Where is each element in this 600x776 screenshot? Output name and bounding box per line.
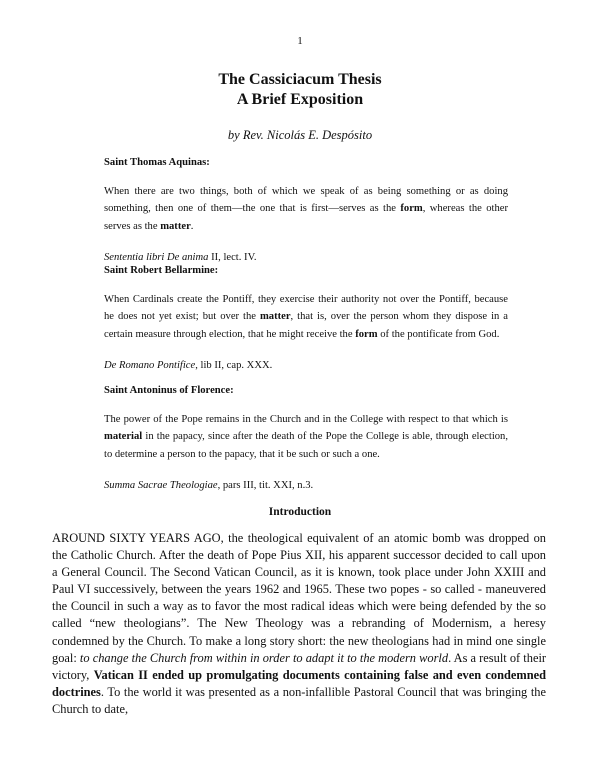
quote-reference: De Romano Pontifice, lib II, cap. XXX. — [104, 359, 273, 371]
quote-text: When Cardinals create the Pontiff, they exercise their authority not over the Pontiff, because he does not yet exist; but over the matter, that is, over the person whom they dispose in a certain measure through election, that he might receive the form of the pontificate from God. — [104, 294, 508, 340]
author-line: by Rev. Nicolás E. Despósito — [227, 128, 373, 142]
page-number: 1 — [297, 35, 303, 47]
quote-text: The power of the Pope remains in the Church and in the College with respect to that which is material in the papacy, since after the death of the Pope the College is able, through election, to determine a person to the papacy, that it be such or such a one. — [104, 414, 508, 460]
quote-heading: Saint Thomas Aquinas: — [104, 157, 210, 168]
section-heading-introduction: Introduction — [268, 506, 332, 518]
quote-heading: Saint Robert Bellarmine: — [104, 265, 219, 276]
quote-antoninus — [104, 382, 508, 494]
quote-text: When there are two things, both of which we speak of as being something or as doing something, then one of them—the one that is first—serves as the form, whereas the other serves as the matter. — [104, 186, 508, 232]
quote-bellarmine — [104, 262, 508, 374]
quote-reference: Sententia libri De anima II, lect. IV. — [104, 251, 257, 263]
document-subtitle: A Brief Exposition — [236, 91, 364, 108]
quote-reference: Summa Sacrae Theologiae, pars III, tit. XXI, n.3. — [104, 479, 314, 491]
intro-paragraph: AROUND SIXTY YEARS AGO, the theological equivalent of an atomic bomb was dropped on the Catholic Church. After the death of Pope Pius XII, his apparent successor decided to call upon a General Council. The Second Vatican Council, as it is known, took place under John XXIII and Paul VI successively, between the years 1962 and 1965. These two popes - so called - maneuvered the Council in such a way as to favor the most radical ideas which were being defended by the so called “new theologians”. The New Theology was a rebranding of Modernism, a heresy condemned by the Church. To make a long story short: the new theologians had in mind one single goal: to change the Church from within in order to adapt it to the modern world. As a result of their victory, Vatican II ended up promulgating documents containing false and even condemned doctrines. To the world it was presented as a non-infallible Pastoral Council that was bringing the Church to date, — [52, 531, 547, 716]
document-title: The Cassiciacum Thesis — [218, 71, 382, 88]
quote-heading: Saint Antoninus of Florence: — [104, 385, 234, 396]
quote-aquinas — [104, 154, 508, 266]
